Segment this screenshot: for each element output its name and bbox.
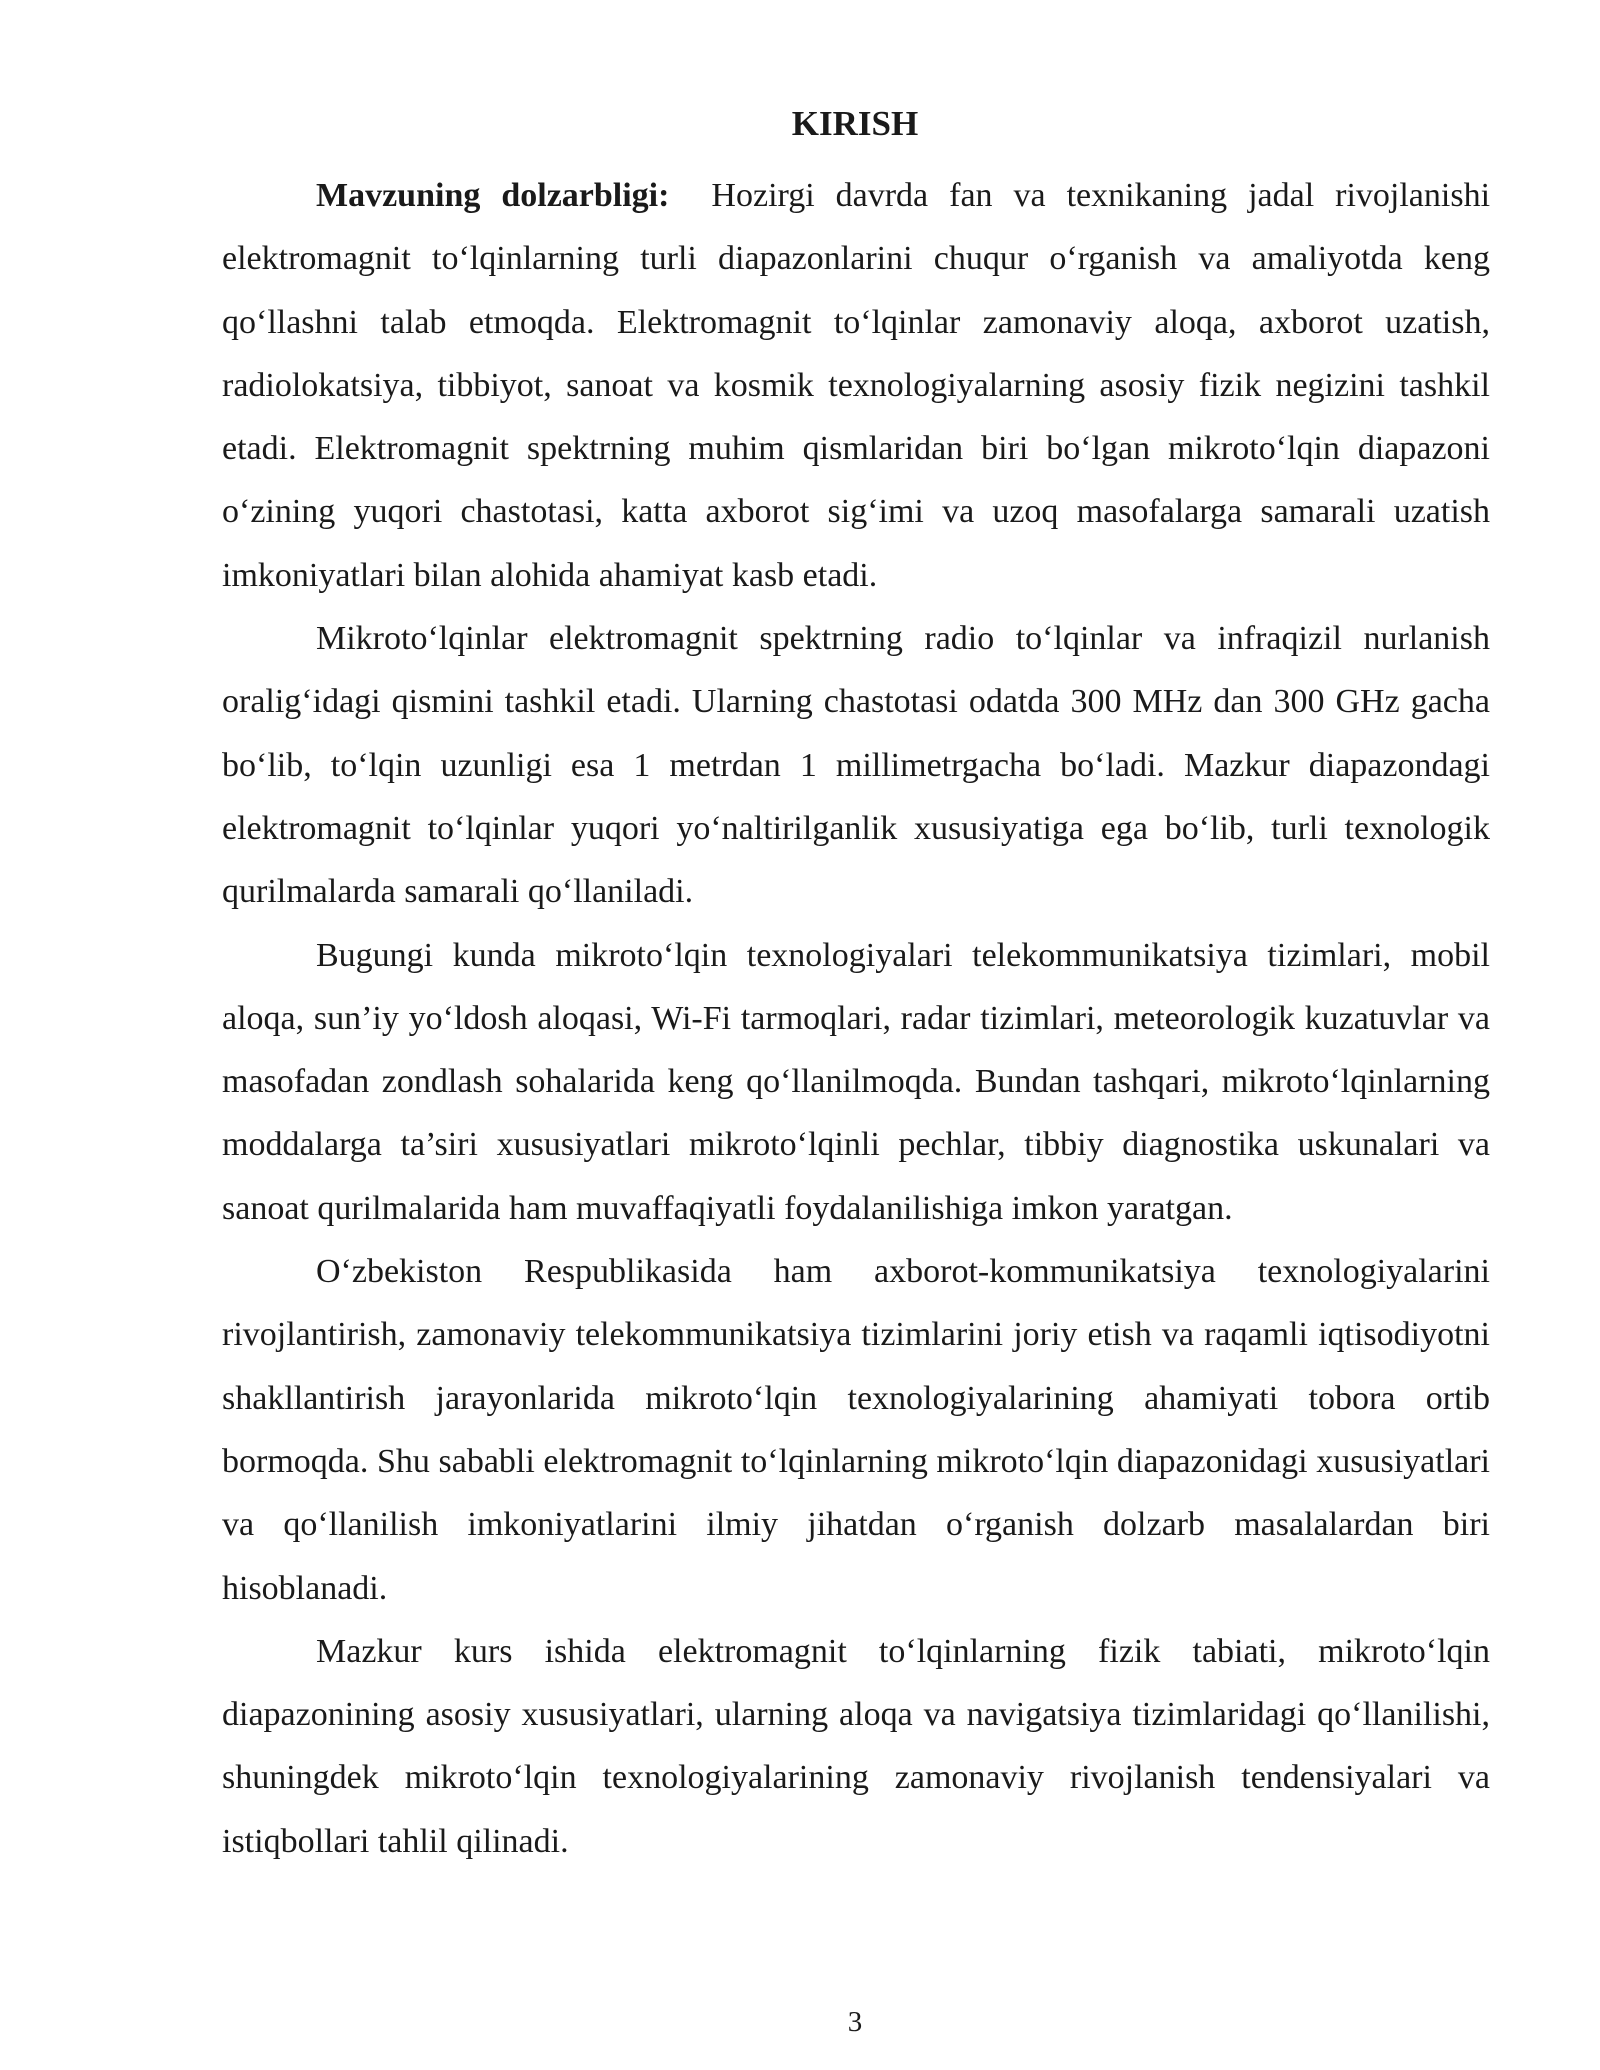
paragraph-applications: Bugungi kunda mikroto‘lqin texnologiyalari telekommunikatsiya tizimlari, mobil aloqa, sun’iy yo‘ldosh aloqasi, Wi-Fi tarmoqlari, radar tizimlari, meteorologik kuzatuvlar va masofadan zondlash sohalarida keng qo‘llanilmoqda. Bundan tashqari, mikroto‘lqinlarning moddalarga ta’siri xususiyatlari mikroto‘lqinli pechlar, tibbiy diagnostika uskunalari va sanoat qurilmalarida ham muvaffaqiyatli foydalanilishiga imkon yaratgan. <box>222 936 1490 1227</box>
paragraph-text: Hozirgi davrda fan va texnikaning jadal rivojlanishi elektromagnit to‘lqinlarning turli diapazonlarini chuqur o‘rganish va amaliyotda keng qo‘llashni talab etmoqda. Elektromagnit to‘lqinlar zamonaviy aloqa, axborot uzatish, radiolokatsiya, tibbiyot, sanoat va kosmik texnologiyalarning asosiy fizik negizini tashkil etadi. Elektromagnit spektrning muhim qismlaridan biri bo‘lgan mikroto‘lqin diapazoni o‘zining yuqori chastotasi, katta axborot sig‘imi va uzoq masofalarga samarali uzatish imkoniyatlari bilan alohida ahamiyat kasb etadi. <box>222 177 1491 594</box>
paragraph-relevance <box>222 164 1490 607</box>
body-text <box>222 164 1490 1873</box>
page-title: KIRISH <box>791 104 919 143</box>
paragraph-lead: Mavzuning dolzarbligi: <box>316 177 670 214</box>
page-number: 3 <box>847 2006 863 2038</box>
paragraph-uzbekistan: O‘zbekiston Respublikasida ham axborot-kommunikatsiya texnologiyalarini rivojlantirish, zamonaviy telekommunikatsiya tizimlarini joriy etish va raqamli iqtisodiyotni shakllantirish jarayonlarida mikroto‘lqin texnologiyalarining ahamiyati tobora ortib bormoqda. Shu sababli elektromagnit to‘lqinlarning mikroto‘lqin diapazonidagi xususiyatlari va qo‘llanilish imkoniyatlarini ilmiy jihatdan o‘rganish dolzarb masalalardan biri hisoblanadi. <box>222 1253 1490 1607</box>
paragraph-course-work: Mazkur kurs ishida elektromagnit to‘lqinlarning fizik tabiati, mikroto‘lqin diapazonining asosiy xususiyatlari, ularning aloqa va navigatsiya tizimlaridagi qo‘llanilishi, shuningdek mikroto‘lqin texnologiyalarining zamonaviy rivojlanish tendensiyalari va istiqbollari tahlil qilinadi. <box>222 1632 1490 1860</box>
paragraph-microwaves: Mikroto‘lqinlar elektromagnit spektrning radio to‘lqinlar va infraqizil nurlanish oralig‘idagi qismini tashkil etadi. Ularning chastotasi odatda 300 MHz dan 300 GHz gacha bo‘lib, to‘lqin uzunligi esa 1 metrdan 1 millimetrgacha bo‘ladi. Mazkur diapazondagi elektromagnit to‘lqinlar yuqori yo‘naltirilganlik xususiyatiga ega bo‘lib, turli texnologik qurilmalarda samarali qo‘llaniladi. <box>222 620 1490 911</box>
